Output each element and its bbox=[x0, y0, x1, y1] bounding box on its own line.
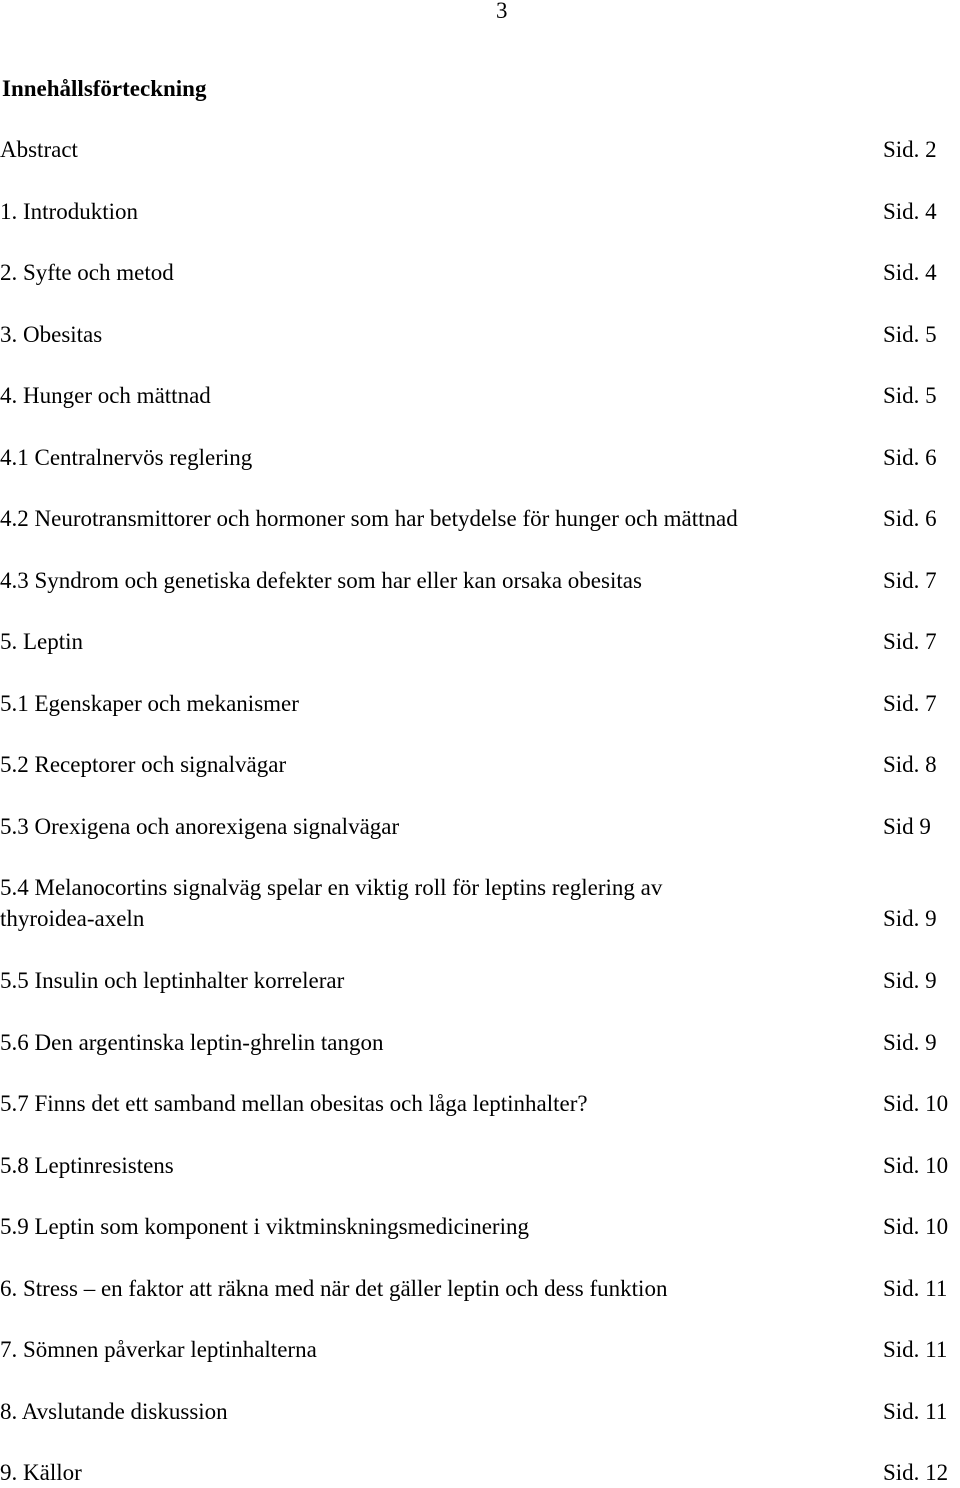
toc-entry-label: 5.3 Orexigena och anorexigena signalvägar bbox=[0, 814, 400, 839]
toc-entry-label: 3. Obesitas bbox=[0, 322, 103, 347]
toc-entry-label: Abstract bbox=[0, 137, 78, 162]
toc-entry-page: Sid. 4 bbox=[883, 199, 937, 224]
toc-entry-page: Sid. 4 bbox=[883, 260, 937, 285]
toc-entry-label: 4.1 Centralnervös reglering bbox=[0, 445, 253, 470]
toc-entry-page: Sid. 7 bbox=[883, 629, 937, 654]
toc-entry-page: Sid. 9 bbox=[883, 968, 937, 993]
toc-entry-label: 5.9 Leptin som komponent i viktminskningsmedicinering bbox=[0, 1214, 529, 1239]
toc-entry-page: Sid. 6 bbox=[883, 506, 937, 531]
toc-entry-page: Sid. 7 bbox=[883, 568, 937, 593]
toc-entry-label: 5. Leptin bbox=[0, 629, 84, 654]
toc-entry-page: Sid. 11 bbox=[883, 1337, 948, 1362]
toc-entry-page: Sid. 10 bbox=[883, 1153, 949, 1178]
toc-entry-page: Sid. 7 bbox=[883, 691, 937, 716]
toc-entry-label-continued: thyroidea-axeln bbox=[0, 906, 145, 931]
toc-entry-label: 9. Källor bbox=[0, 1460, 82, 1485]
toc-entry-page: Sid 9 bbox=[883, 814, 931, 839]
page-number: 3 bbox=[496, 0, 508, 23]
toc-entry-page: Sid. 9 bbox=[883, 1030, 937, 1055]
toc-entry-label: 5.8 Leptinresistens bbox=[0, 1153, 174, 1178]
toc-entry-label: 4.3 Syndrom och genetiska defekter som har eller kan orsaka obesitas bbox=[0, 568, 642, 593]
toc-entry-page: Sid. 9 bbox=[883, 906, 937, 931]
toc-entry-label: 1. Introduktion bbox=[0, 199, 138, 224]
toc-title: Innehållsförteckning bbox=[2, 76, 207, 101]
toc-entry-page: Sid. 5 bbox=[883, 322, 937, 347]
toc-entry-label: 5.4 Melanocortins signalväg spelar en viktig roll för leptins reglering av bbox=[0, 875, 663, 900]
toc-entry-label: 6. Stress – en faktor att räkna med när det gäller leptin och dess funktion bbox=[0, 1276, 668, 1301]
toc-entry-label: 7. Sömnen påverkar leptinhalterna bbox=[0, 1337, 317, 1362]
toc-entry-page: Sid. 10 bbox=[883, 1214, 949, 1239]
toc-entry-label: 2. Syfte och metod bbox=[0, 260, 174, 285]
toc-entry-label: 5.6 Den argentinska leptin-ghrelin tangon bbox=[0, 1030, 384, 1055]
toc-entry-page: Sid. 11 bbox=[883, 1276, 948, 1301]
toc-entry-page: Sid. 5 bbox=[883, 383, 937, 408]
toc-entry-label: 4. Hunger och mättnad bbox=[0, 383, 211, 408]
toc-entry-label: 5.7 Finns det ett samband mellan obesitas och låga leptinhalter? bbox=[0, 1091, 588, 1116]
toc-entry-label: 4.2 Neurotransmittorer och hormoner som har betydelse för hunger och mättnad bbox=[0, 506, 738, 531]
toc-entry-label: 8. Avslutande diskussion bbox=[0, 1399, 228, 1424]
toc-entry-label: 5.5 Insulin och leptinhalter korrelerar bbox=[0, 968, 345, 993]
toc-entry-page: Sid. 8 bbox=[883, 752, 937, 777]
toc-entry-label: 5.1 Egenskaper och mekanismer bbox=[0, 691, 299, 716]
toc-entry-page: Sid. 2 bbox=[883, 137, 937, 162]
toc-entry-page: Sid. 6 bbox=[883, 445, 937, 470]
toc-entry-page: Sid. 10 bbox=[883, 1091, 949, 1116]
toc-entry-page: Sid. 11 bbox=[883, 1399, 948, 1424]
toc-entry-page: Sid. 12 bbox=[883, 1460, 949, 1485]
toc-entry-label: 5.2 Receptorer och signalvägar bbox=[0, 752, 287, 777]
